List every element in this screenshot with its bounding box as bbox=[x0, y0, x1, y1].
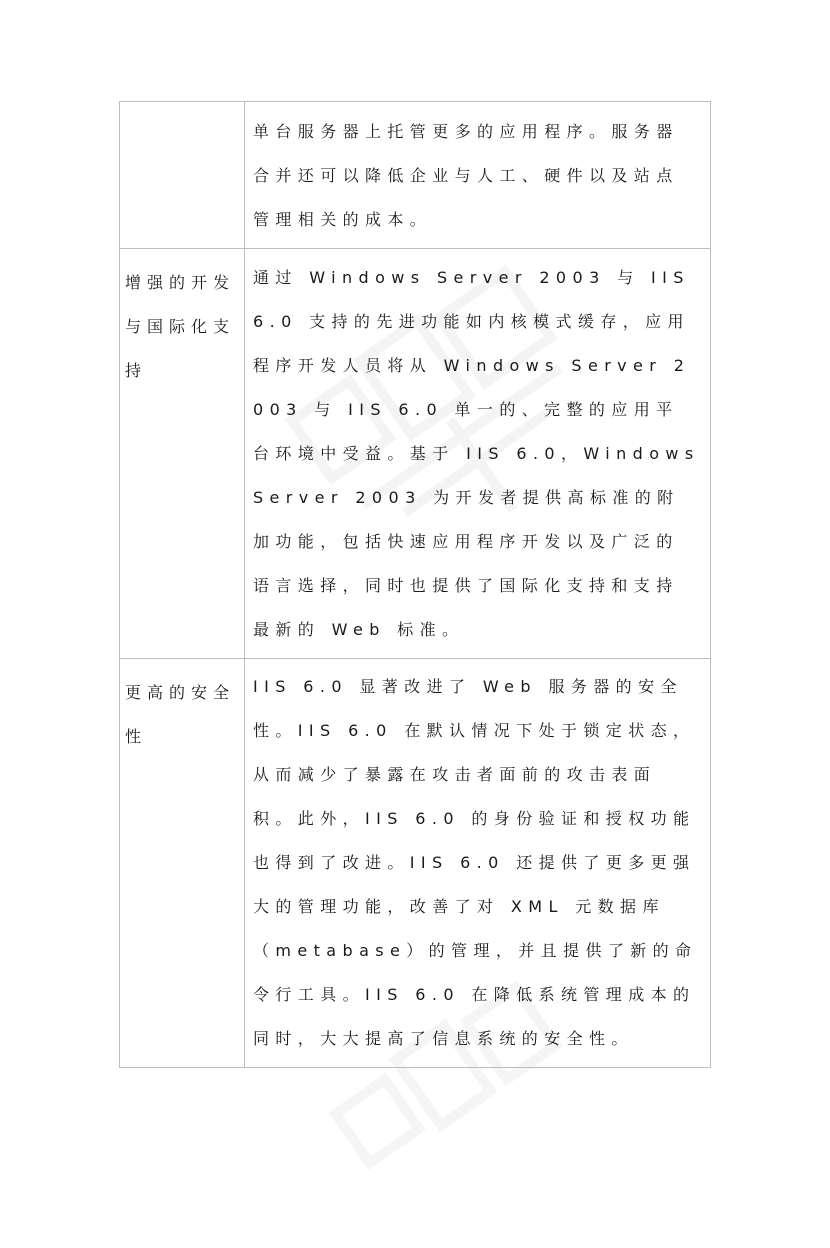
table-row bbox=[120, 249, 711, 659]
table-row bbox=[120, 102, 711, 249]
feature-label: 增强的开发与国际化支持 bbox=[125, 273, 236, 380]
table-row bbox=[120, 659, 711, 1068]
feature-description-cell bbox=[245, 249, 711, 659]
feature-label: 更高的安全性 bbox=[125, 683, 236, 746]
feature-label bbox=[120, 102, 244, 110]
feature-label-cell bbox=[120, 249, 245, 659]
feature-description-cell bbox=[245, 102, 711, 249]
feature-description: IIS 6.0 显著改进了 Web 服务器的安全性。IIS 6.0 在默认情况下处于锁定状态，从而减少了暴露在攻击者面前的攻击表面积。此外，IIS 6.0 的身份验证和授权功能也得到了改进。IIS 6.0 还提供了更多更强大的管理功能，改善了对 XML 元数据库（metabase）的管理，并且提供了新的命令行工具。IIS 6.0 在降低系统管理成本的同时，大大提高了信息系统的安全性。 bbox=[253, 677, 698, 1048]
feature-label-cell bbox=[120, 659, 245, 1068]
feature-label-cell bbox=[120, 102, 245, 249]
feature-description: 通过 Windows Server 2003 与 IIS 6.0 支持的先进功能如内核模式缓存，应用程序开发人员将从 Windows Server 2003 与 IIS 6.0 单一的、完整的应用平台环境中受益。基于 IIS 6.0，Windows Server 2003 为开发者提供高标准的附加功能，包括快速应用程序开发以及广泛的语言选择，同时也提供了国际化支持和支持最新的 Web 标准。 bbox=[253, 268, 700, 639]
feature-table bbox=[119, 101, 711, 1068]
feature-description-cell bbox=[245, 659, 711, 1068]
feature-description: 单台服务器上托管更多的应用程序。服务器合并还可以降低企业与人工、硬件以及站点管理相关的成本。 bbox=[253, 122, 679, 229]
